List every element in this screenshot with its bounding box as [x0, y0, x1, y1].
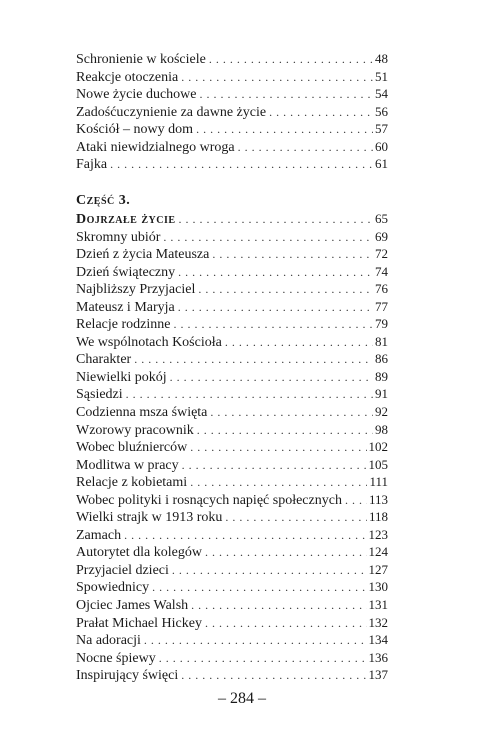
toc-entry-title: Nowe życie duchowe: [76, 87, 197, 103]
toc-entry-page: 113: [368, 491, 388, 507]
toc-entry-title: Nocne śpiewy: [76, 650, 156, 666]
toc-entry[interactable]: [76, 245, 388, 263]
part-heading: Część 3.: [76, 193, 131, 208]
toc-entry[interactable]: [76, 315, 388, 333]
toc-entry[interactable]: [76, 456, 388, 474]
toc-entry-title: Kościół – nowy dom: [76, 122, 194, 138]
toc-entry-page: 130: [368, 579, 388, 595]
toc-section-entry[interactable]: [76, 210, 388, 228]
toc-entry-title: Mateusz i Maryja: [76, 299, 175, 315]
dot-leader: [181, 667, 366, 685]
toc-entry-page: 57: [375, 121, 388, 137]
toc-entry[interactable]: [76, 403, 388, 421]
toc-entry-title: Wobec bluźnierców: [76, 440, 188, 456]
dot-leader: [345, 492, 367, 510]
dot-leader: [210, 404, 373, 422]
toc-entry[interactable]: [76, 298, 388, 316]
toc-entry-title: Spowiednicy: [76, 580, 150, 596]
toc-entry-title: Charakter: [76, 352, 132, 368]
dot-leader: [134, 351, 373, 369]
toc-entry[interactable]: [76, 120, 388, 138]
toc-entry-page: 105: [368, 456, 388, 472]
toc-entry[interactable]: [76, 526, 388, 544]
toc-section-page: 65: [375, 211, 388, 226]
toc-entry-page: 77: [375, 298, 388, 314]
toc-entry-page: 54: [375, 86, 388, 102]
toc-entry-title: Niewielki pokój: [76, 369, 167, 385]
toc-entry[interactable]: [76, 438, 388, 456]
dot-leader: [196, 121, 373, 139]
toc-entry[interactable]: [76, 103, 388, 121]
toc-entry-page: 79: [375, 316, 388, 332]
dot-leader: [200, 86, 373, 104]
toc-entry-page: 127: [368, 561, 388, 577]
toc-entry[interactable]: [76, 543, 388, 561]
toc-entry[interactable]: [76, 421, 388, 439]
dot-leader: [173, 316, 373, 334]
toc-entry[interactable]: [76, 666, 388, 684]
toc-entry-title: Wobec polityki i rosnących napięć społecznych: [76, 492, 342, 508]
toc-entry-page: 136: [368, 649, 388, 665]
toc-entry-title: Schronienie w kościele: [76, 52, 206, 67]
dot-leader: [238, 139, 373, 157]
toc-entry-title: Dzień świąteczny: [76, 264, 176, 280]
toc-entry-title: Dzień z życia Mateusza: [76, 247, 210, 263]
toc-entry-page: 51: [375, 68, 388, 84]
toc-entry-title: Prałat Michael Hickey: [76, 615, 202, 631]
toc-entry-title: Autorytet dla kolegów: [76, 545, 202, 561]
toc-entry-title: Ataki niewidzialnego wroga: [76, 139, 235, 155]
toc-entry-page: 132: [368, 614, 388, 630]
toc-entry[interactable]: [76, 491, 388, 509]
toc-entry[interactable]: [76, 631, 388, 649]
dot-leader: [152, 579, 366, 597]
toc-entry-title: Relacje z kobietami: [76, 475, 188, 491]
dot-leader: [172, 562, 367, 580]
toc-entry[interactable]: [76, 68, 388, 86]
dot-leader: [269, 104, 373, 122]
toc-entry[interactable]: [76, 350, 388, 368]
toc-entry-page: 61: [375, 156, 388, 172]
toc-entry-page: 92: [375, 404, 388, 420]
toc-entry[interactable]: [76, 473, 388, 491]
toc-part3: [76, 192, 388, 684]
toc-entry[interactable]: [76, 85, 388, 103]
page-number: – 284 –: [218, 690, 266, 707]
toc-entry-page: 131: [368, 597, 388, 613]
dot-leader: [110, 156, 373, 174]
dot-leader: [181, 69, 373, 87]
dot-leader: [197, 422, 373, 440]
dot-leader: [205, 544, 367, 562]
dot-leader: [124, 527, 366, 545]
toc-entry-page: 134: [368, 632, 388, 648]
toc-entry-title: Przyjaciel dzieci: [76, 562, 169, 578]
toc-entry-page: 98: [375, 421, 388, 437]
toc-entry-title: Fajka: [76, 157, 108, 173]
dot-leader: [170, 369, 373, 387]
toc-entry-title: Modlitwa w pracy: [76, 457, 179, 473]
toc-entry-title: Codzienna msza święta: [76, 405, 208, 421]
dot-leader: [163, 229, 373, 247]
toc-entry-page: 118: [368, 509, 388, 525]
toc-entry-page: 91: [375, 386, 388, 402]
dot-leader: [212, 246, 373, 264]
toc-entry-page: 69: [375, 228, 388, 244]
toc-entry[interactable]: [76, 50, 388, 68]
toc-entry-title: Sąsiedzi: [76, 387, 123, 403]
toc-entry-page: 74: [375, 263, 388, 279]
dot-leader: [198, 281, 373, 299]
toc-entry-title: We wspólnotach Kościoła: [76, 334, 222, 350]
toc-entry[interactable]: [76, 138, 388, 156]
dot-leader: [225, 509, 367, 527]
toc-entry[interactable]: [76, 280, 388, 298]
toc-entry-page: 72: [375, 246, 388, 262]
toc-entry[interactable]: [76, 508, 388, 526]
dot-leader: [190, 474, 367, 492]
toc-entry-page: 76: [375, 281, 388, 297]
toc-entry-title: Zadośćuczynienie za dawne życie: [76, 104, 267, 120]
toc-entry[interactable]: [76, 385, 388, 403]
toc-entry-page: 124: [368, 544, 388, 560]
dot-leader: [205, 615, 367, 633]
dot-leader: [144, 632, 367, 650]
toc-entry[interactable]: [76, 263, 388, 281]
toc-entry[interactable]: [76, 228, 388, 246]
toc-entry[interactable]: [76, 155, 388, 173]
toc-entry-page: 86: [375, 351, 388, 367]
toc-entry[interactable]: [76, 333, 388, 351]
toc-entry-page: 48: [375, 51, 388, 66]
toc-entry-title: Na adoracji: [76, 633, 141, 649]
dot-leader: [209, 51, 373, 69]
toc-entry[interactable]: [76, 561, 388, 579]
dot-leader: [182, 457, 367, 475]
toc-entry-page: 60: [375, 138, 388, 154]
dot-leader: [190, 439, 366, 457]
toc-entry-page: 111: [369, 474, 388, 490]
toc-entry-title: Wzorowy pracownik: [76, 422, 194, 438]
toc-entry[interactable]: [76, 614, 388, 632]
toc-entry-title: Relacje rodzinne: [76, 317, 171, 333]
dot-leader: [159, 650, 367, 668]
toc-entry-title: Reakcje otoczenia: [76, 69, 179, 85]
toc-entry-title: Wielki strajk w 1913 roku: [76, 510, 223, 526]
dot-leader: [179, 211, 373, 229]
toc-entry-title: Zamach: [76, 527, 122, 543]
toc-entry-title: Skromny ubiór: [76, 229, 161, 245]
toc-section-title: Dojrzałe życie: [76, 212, 176, 227]
toc-entry-title: Ojciec James Walsh: [76, 598, 189, 614]
toc-part2-tail: [76, 50, 388, 173]
toc-entry[interactable]: [76, 596, 388, 614]
dot-leader: [191, 597, 366, 615]
toc-entry-title: Inspirujący święci: [76, 668, 179, 684]
dot-leader: [126, 386, 373, 404]
toc-entry-title: Najbliższy Przyjaciel: [76, 282, 196, 298]
dot-leader: [178, 299, 373, 317]
toc-entry-page: 137: [368, 667, 388, 683]
toc-entry[interactable]: [76, 649, 388, 667]
toc-entry-page: 123: [368, 526, 388, 542]
toc-entry-page: 89: [375, 368, 388, 384]
dot-leader: [178, 264, 373, 282]
toc-entry-page: 81: [375, 333, 388, 349]
toc-entry-page: 56: [375, 103, 388, 119]
toc-entry[interactable]: [76, 578, 388, 596]
toc-entry-page: 102: [368, 439, 388, 455]
toc-entry[interactable]: [76, 368, 388, 386]
dot-leader: [225, 334, 373, 352]
